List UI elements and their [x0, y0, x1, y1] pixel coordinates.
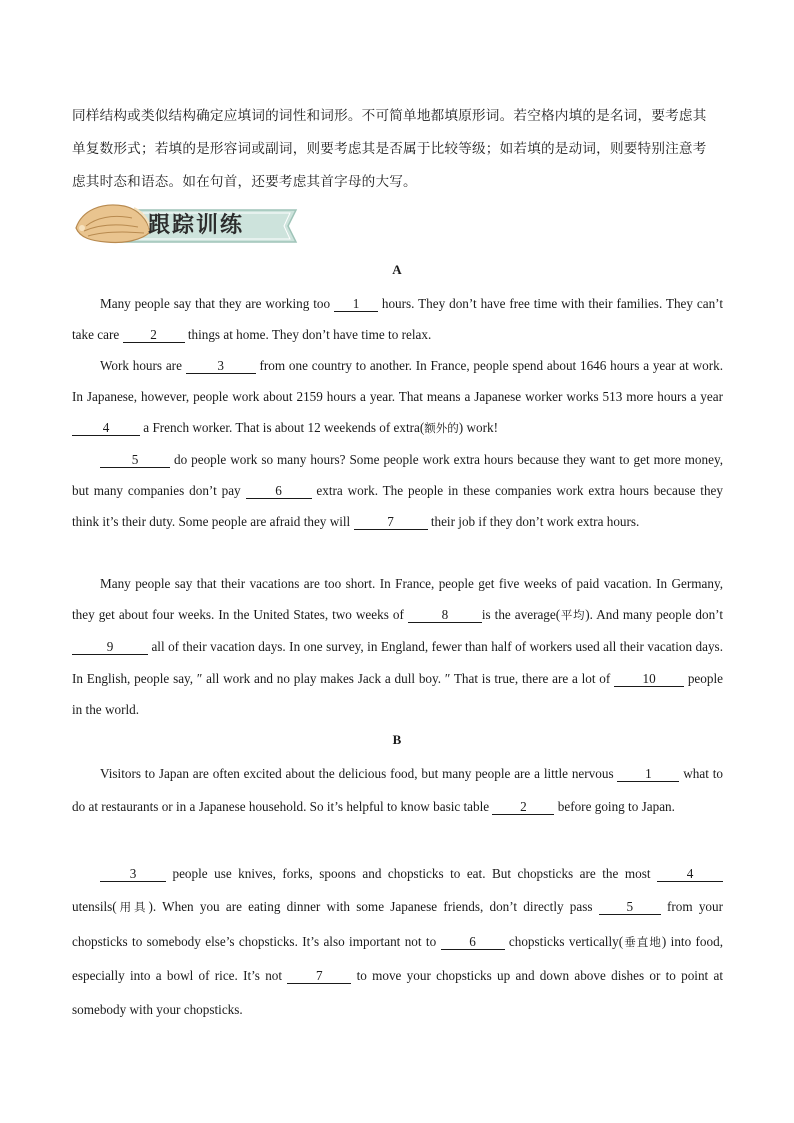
text-run: hours. They don’t have free time with their families. They can’t take care [72, 296, 723, 343]
section-a-paragraph-4 [72, 568, 723, 725]
intro-paragraph [72, 100, 724, 199]
text-run: Visitors to Japan are often excited about the delicious food, but many people are a little nervous [100, 766, 618, 781]
section-banner [72, 198, 300, 254]
intro-line: 虑其时态和语态。如在句首，还要考虑其首字母的大写。 [72, 174, 417, 190]
cjk-gloss: 额外的 [424, 421, 459, 436]
section-b-label: B [392, 732, 402, 747]
cjk-gloss: 垂直地 [623, 934, 662, 949]
text-run: ). When you are eating dinner with some Japanese friends, don’t directly pass [148, 899, 599, 915]
text-run: extra work. The people in these companies work extra hours because they think it’s their duty. Some people are afraid they will [72, 483, 724, 530]
answer-blank[interactable]: 8 [408, 607, 482, 623]
cjk-gloss: 平均 [560, 608, 586, 623]
conch-shell-icon [72, 198, 154, 254]
intro-line: 单复数形式；若填的是形容词或副词，则要考虑其是否属于比较等级；如若填的是动词，则要特别注意考 [72, 141, 707, 157]
section-a-paragraph-1 [72, 288, 723, 350]
text-run: Many people say that their vacations are too short. In France, people get five weeks of paid vacation. In Germany, they get about four weeks. In the United States, two weeks of [72, 576, 723, 623]
text-run: a French worker. That is about 12 weekends of extra( [140, 420, 425, 436]
text-run: from one country to another. In France, people spend about 1646 hours a year at work. In Japanese, however, people work about 2159 hours a year. That means a Japanese worker works 513 more hours a year [72, 358, 724, 405]
section-a-paragraph-3 [72, 444, 723, 538]
text-run: things at home. They don’t have time to relax. [184, 327, 432, 343]
answer-blank[interactable]: 6 [441, 934, 505, 950]
text-run: ) into food, especially into a bowl of rice. It’s not [72, 933, 724, 984]
text-run: to move your chopsticks up and down above dishes or to point at somebody with your chopsticks. [72, 968, 724, 1017]
answer-blank[interactable]: 9 [72, 639, 148, 655]
text-run: ). And many people don’t [585, 607, 723, 623]
answer-blank[interactable]: 3 [100, 866, 166, 882]
answer-blank[interactable]: 4 [657, 866, 723, 882]
text-run: what to do at restaurants or in a Japanese household. So it’s helpful to know basic table [72, 766, 723, 815]
text-run: utensils( [72, 899, 117, 915]
answer-blank[interactable]: 1 [617, 766, 679, 782]
text-run: Work hours are [100, 358, 186, 373]
text-run: before going to Japan. [554, 799, 675, 815]
text-run: chopsticks vertically( [504, 933, 624, 949]
answer-blank[interactable]: 5 [599, 899, 661, 915]
text-run: from your chopsticks to somebody else’s chopsticks. It’s also important not to [72, 899, 724, 949]
cjk-gloss: 用具 [116, 900, 149, 915]
answer-blank[interactable]: 3 [186, 358, 256, 374]
text-run: Many people say that they are working too [100, 296, 334, 311]
text-run: their job if they don’t work extra hours. [427, 514, 640, 530]
answer-blank[interactable]: 7 [287, 968, 351, 984]
answer-blank[interactable]: 5 [100, 452, 170, 468]
answer-blank[interactable]: 10 [614, 671, 684, 687]
section-b-paragraph-1 [72, 757, 723, 824]
text-run: people in the world. [72, 670, 723, 717]
banner-title: 跟踪训练 [148, 213, 245, 238]
answer-blank[interactable]: 2 [123, 327, 185, 343]
answer-blank[interactable]: 6 [246, 483, 312, 499]
text-run: do people work so many hours? Some people work extra hours because they want to get more money, but many companies don’t pay [72, 452, 723, 499]
text-run: people use knives, forks, spoons and chopsticks to eat. But chopsticks are the most [166, 866, 657, 881]
text-run: is the average( [481, 607, 561, 623]
intro-line: 同样结构或类似结构确定应填词的词性和词形。不可简单地都填原形词。若空格内填的是名词，要考虑其 [72, 108, 707, 124]
answer-blank[interactable]: 2 [492, 799, 554, 815]
section-b-paragraph-2 [72, 857, 723, 1026]
text-run: all of their vacation days. In one survey, in England, fewer than half of workers used all their vacation days. In English, people say, ″ all work and no play makes Jack a dull boy. ″ That is true, there are a lot of [72, 639, 723, 686]
answer-blank[interactable]: 7 [354, 514, 428, 530]
answer-blank[interactable]: 4 [72, 420, 140, 436]
answer-blank[interactable]: 1 [334, 296, 378, 312]
section-a-paragraph-2 [72, 350, 723, 445]
section-a-label: A [392, 262, 402, 277]
text-run: ) work! [458, 420, 498, 436]
